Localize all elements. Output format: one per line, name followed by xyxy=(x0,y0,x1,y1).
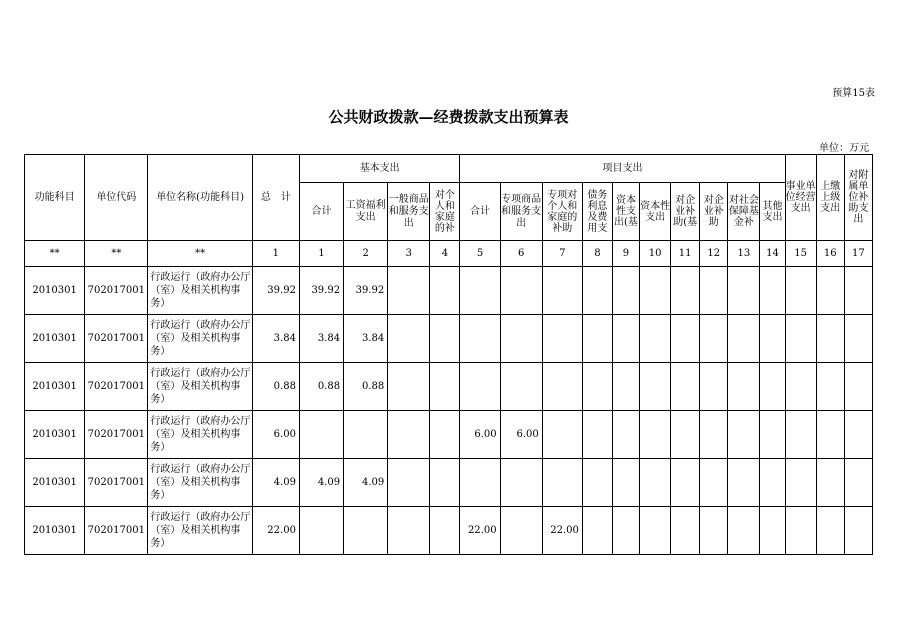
col-proj-goods: 专项商品和服务支出 xyxy=(500,183,542,241)
col-unit-name: 单位名称(功能科目) xyxy=(148,155,252,241)
cell-empty xyxy=(582,459,612,507)
cell-empty xyxy=(760,315,785,363)
table-row xyxy=(25,411,873,459)
table-row xyxy=(25,315,873,363)
cell-unit: 702017001 xyxy=(85,459,148,507)
cell-empty xyxy=(760,459,785,507)
cell-empty xyxy=(844,411,872,459)
cell-empty xyxy=(671,267,700,315)
cell-empty xyxy=(640,315,671,363)
index-cell: 7 xyxy=(542,241,582,267)
cell-proj-total xyxy=(460,267,500,315)
col-func-code: 功能科目 xyxy=(25,155,85,241)
index-cell: 1 xyxy=(252,241,299,267)
index-cell: 14 xyxy=(760,241,785,267)
cell-wages: 3.84 xyxy=(344,315,388,363)
index-cell: 5 xyxy=(460,241,500,267)
cell-empty xyxy=(760,411,785,459)
col-upper: 上缴上级支出 xyxy=(816,155,844,241)
cell-empty xyxy=(844,315,872,363)
group-basic: 基本支出 xyxy=(299,155,460,183)
cell-unit: 702017001 xyxy=(85,411,148,459)
index-cell: 9 xyxy=(612,241,639,267)
cell-empty xyxy=(844,507,872,555)
group-project: 项目支出 xyxy=(460,155,785,183)
cell-empty xyxy=(388,459,430,507)
cell-wages: 4.09 xyxy=(344,459,388,507)
cell-empty xyxy=(612,507,639,555)
cell-proj-goods xyxy=(500,267,542,315)
index-cell: 6 xyxy=(500,241,542,267)
cell-proj-personal xyxy=(542,459,582,507)
cell-empty xyxy=(700,459,728,507)
index-cell: 8 xyxy=(582,241,612,267)
cell-proj-total: 22.00 xyxy=(460,507,500,555)
cell-empty xyxy=(671,315,700,363)
cell-empty xyxy=(671,507,700,555)
index-cell: 2 xyxy=(344,241,388,267)
cell-empty xyxy=(388,363,430,411)
cell-unit: 702017001 xyxy=(85,315,148,363)
page-title: 公共财政拨款—经费拨款支出预算表 xyxy=(328,108,569,126)
cell-wages: 39.92 xyxy=(344,267,388,315)
index-cell: 1 xyxy=(299,241,343,267)
cell-empty xyxy=(388,267,430,315)
cell-proj-personal xyxy=(542,315,582,363)
cell-empty xyxy=(785,363,816,411)
cell-name: 行政运行（政府办公厅（室）及相关机构事务） xyxy=(148,267,252,315)
cell-empty xyxy=(816,411,844,459)
table-row xyxy=(25,507,873,555)
cell-empty xyxy=(388,411,430,459)
cell-total: 0.88 xyxy=(252,363,299,411)
cell-empty xyxy=(430,507,460,555)
cell-empty xyxy=(785,315,816,363)
col-affiliate: 对附属单位补助支出 xyxy=(844,155,872,241)
col-capital: 资本性支出 xyxy=(640,183,671,241)
index-row xyxy=(25,241,873,267)
cell-empty xyxy=(816,459,844,507)
col-capital-basic: 资本性支出(基 xyxy=(612,183,639,241)
cell-wages xyxy=(344,507,388,555)
index-cell: 11 xyxy=(671,241,700,267)
cell-empty xyxy=(582,411,612,459)
cell-empty xyxy=(728,507,760,555)
cell-empty xyxy=(760,267,785,315)
cell-proj-personal xyxy=(542,267,582,315)
cell-empty xyxy=(728,411,760,459)
cell-proj-goods xyxy=(500,459,542,507)
cell-empty xyxy=(844,267,872,315)
col-basic-total: 合计 xyxy=(299,183,343,241)
index-cell: 13 xyxy=(728,241,760,267)
cell-empty xyxy=(844,459,872,507)
cell-proj-personal xyxy=(542,411,582,459)
col-other: 其他支出 xyxy=(760,183,785,241)
cell-basic-total: 0.88 xyxy=(299,363,343,411)
cell-name: 行政运行（政府办公厅（室）及相关机构事务） xyxy=(148,315,252,363)
cell-proj-goods xyxy=(500,507,542,555)
cell-proj-goods xyxy=(500,315,542,363)
cell-basic-total xyxy=(299,411,343,459)
cell-empty xyxy=(430,267,460,315)
index-cell: 12 xyxy=(700,241,728,267)
cell-empty xyxy=(728,459,760,507)
cell-basic-total: 4.09 xyxy=(299,459,343,507)
cell-proj-total xyxy=(460,459,500,507)
cell-total: 4.09 xyxy=(252,459,299,507)
cell-empty xyxy=(700,267,728,315)
cell-proj-total xyxy=(460,363,500,411)
cell-empty xyxy=(582,507,612,555)
cell-empty xyxy=(612,411,639,459)
cell-empty xyxy=(760,363,785,411)
cell-empty xyxy=(671,363,700,411)
cell-empty xyxy=(612,315,639,363)
cell-code: 2010301 xyxy=(25,363,85,411)
cell-empty xyxy=(612,267,639,315)
cell-name: 行政运行（政府办公厅（室）及相关机构事务） xyxy=(148,459,252,507)
cell-name: 行政运行（政府办公厅（室）及相关机构事务） xyxy=(148,411,252,459)
cell-wages xyxy=(344,411,388,459)
cell-empty xyxy=(612,363,639,411)
unit-label: 单位：万元 xyxy=(819,143,869,154)
col-proj-total: 合计 xyxy=(460,183,500,241)
cell-code: 2010301 xyxy=(25,315,85,363)
index-cell: 17 xyxy=(844,241,872,267)
cell-empty xyxy=(816,315,844,363)
cell-proj-personal: 22.00 xyxy=(542,507,582,555)
cell-empty xyxy=(582,363,612,411)
index-cell: ** xyxy=(148,241,252,267)
col-wages: 工资福利支出 xyxy=(344,183,388,241)
index-cell: ** xyxy=(85,241,148,267)
cell-empty xyxy=(640,267,671,315)
cell-empty xyxy=(700,411,728,459)
cell-empty xyxy=(785,507,816,555)
cell-empty xyxy=(844,363,872,411)
cell-code: 2010301 xyxy=(25,411,85,459)
col-personal: 对个人和家庭的补 xyxy=(430,183,460,241)
cell-empty xyxy=(640,507,671,555)
cell-empty xyxy=(671,411,700,459)
cell-wages: 0.88 xyxy=(344,363,388,411)
table-number: 预算15表 xyxy=(832,88,875,99)
cell-name: 行政运行（政府办公厅（室）及相关机构事务） xyxy=(148,363,252,411)
table-row xyxy=(25,363,873,411)
cell-empty xyxy=(728,267,760,315)
cell-proj-goods xyxy=(500,363,542,411)
cell-basic-total xyxy=(299,507,343,555)
cell-empty xyxy=(582,267,612,315)
cell-empty xyxy=(430,459,460,507)
cell-empty xyxy=(816,507,844,555)
cell-empty xyxy=(612,459,639,507)
col-proj-personal: 专项对个人和家庭的补助 xyxy=(542,183,582,241)
cell-empty xyxy=(388,315,430,363)
cell-basic-total: 39.92 xyxy=(299,267,343,315)
cell-empty xyxy=(728,363,760,411)
cell-proj-personal xyxy=(542,363,582,411)
cell-empty xyxy=(728,315,760,363)
index-cell: 16 xyxy=(816,241,844,267)
cell-proj-total xyxy=(460,315,500,363)
col-enterprise: 对企业补助 xyxy=(700,183,728,241)
col-total: 总 计 xyxy=(252,155,299,241)
cell-empty xyxy=(700,507,728,555)
cell-total: 3.84 xyxy=(252,315,299,363)
cell-total: 39.92 xyxy=(252,267,299,315)
cell-empty xyxy=(582,315,612,363)
cell-code: 2010301 xyxy=(25,507,85,555)
cell-unit: 702017001 xyxy=(85,267,148,315)
cell-proj-goods: 6.00 xyxy=(500,411,542,459)
cell-empty xyxy=(430,315,460,363)
cell-empty xyxy=(700,315,728,363)
table-row xyxy=(25,459,873,507)
index-cell: 3 xyxy=(388,241,430,267)
cell-empty xyxy=(671,459,700,507)
col-unit-code: 单位代码 xyxy=(85,155,148,241)
cell-empty xyxy=(816,363,844,411)
cell-empty xyxy=(640,459,671,507)
col-goods: 一般商品和服务支出 xyxy=(388,183,430,241)
cell-basic-total: 3.84 xyxy=(299,315,343,363)
cell-empty xyxy=(785,411,816,459)
cell-empty xyxy=(785,459,816,507)
cell-code: 2010301 xyxy=(25,459,85,507)
cell-empty xyxy=(388,507,430,555)
cell-empty xyxy=(700,363,728,411)
cell-empty xyxy=(760,507,785,555)
cell-empty xyxy=(430,363,460,411)
cell-total: 6.00 xyxy=(252,411,299,459)
index-cell: ** xyxy=(25,241,85,267)
cell-proj-total: 6.00 xyxy=(460,411,500,459)
cell-empty xyxy=(430,411,460,459)
col-enterprise-basic: 对企业补助(基 xyxy=(671,183,700,241)
col-social: 对社会保障基金补 xyxy=(728,183,760,241)
budget-table xyxy=(24,154,873,555)
index-cell: 15 xyxy=(785,241,816,267)
index-cell: 10 xyxy=(640,241,671,267)
cell-empty xyxy=(816,267,844,315)
cell-empty xyxy=(640,411,671,459)
cell-unit: 702017001 xyxy=(85,363,148,411)
cell-code: 2010301 xyxy=(25,267,85,315)
col-business: 事业单位经营支出 xyxy=(785,155,816,241)
cell-empty xyxy=(785,267,816,315)
index-cell: 4 xyxy=(430,241,460,267)
cell-empty xyxy=(640,363,671,411)
cell-total: 22.00 xyxy=(252,507,299,555)
cell-unit: 702017001 xyxy=(85,507,148,555)
table-row xyxy=(25,267,873,315)
col-debt: 债务利息及费用支 xyxy=(582,183,612,241)
cell-name: 行政运行（政府办公厅（室）及相关机构事务） xyxy=(148,507,252,555)
